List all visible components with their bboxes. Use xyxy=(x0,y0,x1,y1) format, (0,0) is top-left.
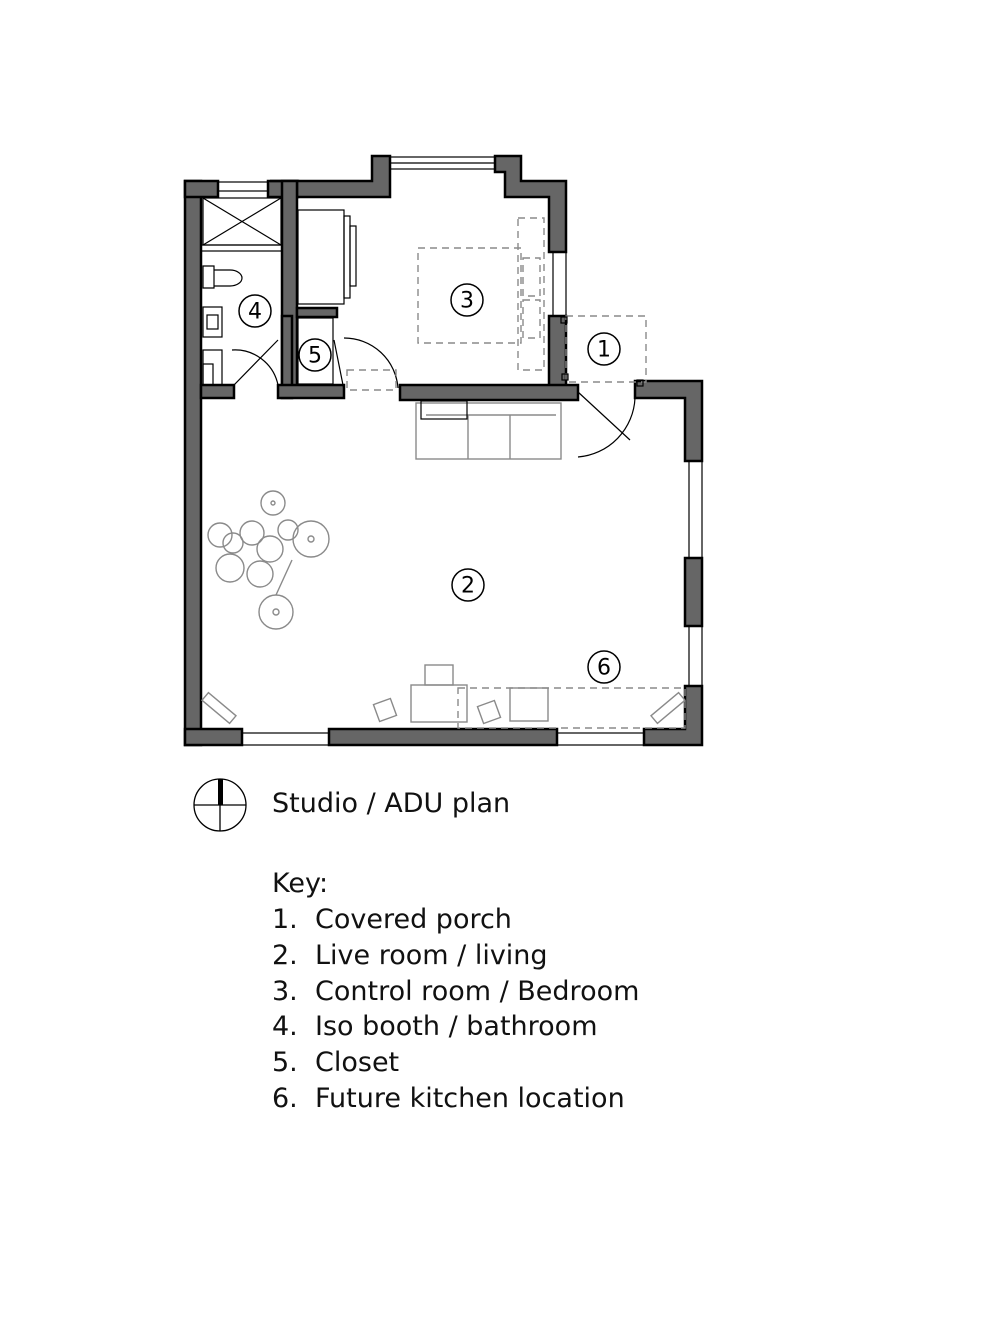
bathroom-fixtures xyxy=(201,198,282,385)
drum-kit xyxy=(208,491,329,629)
svg-text:3: 3 xyxy=(460,288,474,314)
svg-text:6: 6 xyxy=(597,655,611,681)
sink xyxy=(203,307,222,337)
key-item: 2. Live room / living xyxy=(272,939,548,971)
key-item: 3. Control room / Bedroom xyxy=(272,975,640,1007)
room-tag-2 xyxy=(452,569,484,601)
window-east-bedroom xyxy=(553,252,566,316)
east-wall-middle xyxy=(685,558,702,626)
door-entry xyxy=(578,392,635,457)
window-north-bath xyxy=(218,182,268,191)
toilet xyxy=(203,266,242,288)
closet-south-wall xyxy=(278,385,344,398)
east-wall-lower xyxy=(644,686,702,745)
svg-text:2: 2 xyxy=(461,573,475,599)
closet-north-wall xyxy=(297,308,337,317)
svg-text:4: 4 xyxy=(248,299,262,325)
window-east-living-2 xyxy=(689,626,702,686)
room-tag-6 xyxy=(588,651,620,683)
corner-unit-east xyxy=(651,693,685,724)
key-item: 4. Iso booth / bathroom xyxy=(272,1011,598,1043)
room-tag-1 xyxy=(588,333,620,365)
key-item: 6. Future kitchen location xyxy=(272,1082,625,1114)
bedroom-east-wall xyxy=(549,316,566,388)
bath-south-wall xyxy=(201,385,234,398)
key-title: Key: xyxy=(272,868,329,899)
bedroom-furniture xyxy=(298,210,544,390)
key-item: 1. Covered porch xyxy=(272,904,512,935)
corner-unit-west xyxy=(202,693,236,724)
room-tag-4 xyxy=(239,295,271,327)
room-tag-5 xyxy=(299,339,331,371)
south-wall-center xyxy=(329,729,557,745)
window-east-living-1 xyxy=(689,461,702,558)
bedroom-desk xyxy=(298,210,344,304)
key-list xyxy=(272,902,639,1117)
bedroom-south-wall-east xyxy=(400,385,578,400)
north-wall-bath xyxy=(185,181,218,197)
window-south-2 xyxy=(557,733,644,745)
svg-text:5: 5 xyxy=(308,343,322,369)
desk-chair xyxy=(425,665,453,685)
door-bath xyxy=(232,340,278,385)
closet-storage xyxy=(347,370,396,390)
plan-title: Studio / ADU plan xyxy=(272,788,511,819)
key-item: 5. Closet xyxy=(272,1047,400,1079)
exterior-walls xyxy=(185,156,702,745)
desk-side xyxy=(510,688,548,721)
window-south-1 xyxy=(242,733,329,745)
room-tag-3 xyxy=(451,284,483,316)
door-closet xyxy=(334,338,398,390)
west-wall xyxy=(185,181,201,745)
east-wall-upper xyxy=(635,381,702,461)
north-arrow-icon xyxy=(194,779,246,831)
svg-text:1: 1 xyxy=(597,337,611,363)
north-wall-bay xyxy=(495,156,566,252)
floor-box-2 xyxy=(477,700,500,723)
sofa xyxy=(416,403,561,459)
floor-box-1 xyxy=(373,698,396,721)
future-kitchen-area xyxy=(458,688,685,728)
south-wall-west xyxy=(185,729,242,745)
